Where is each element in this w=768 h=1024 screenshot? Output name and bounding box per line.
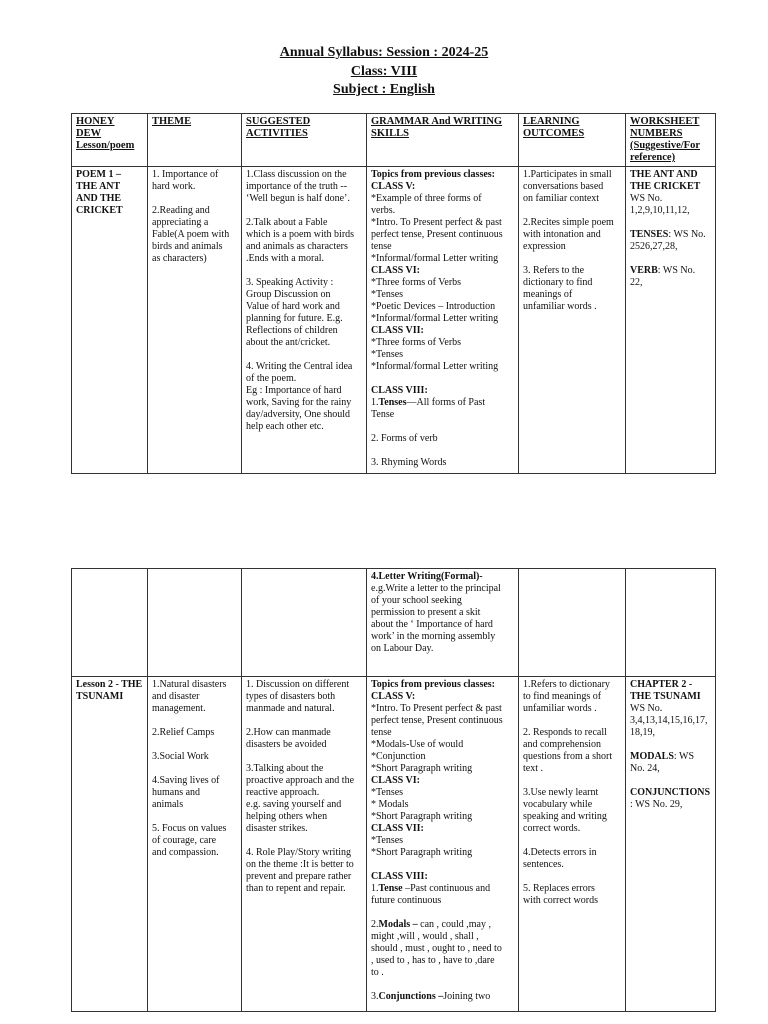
theme-cell	[148, 569, 242, 677]
lesson-cell: POEM 1 – THE ANT AND THE CRICKET	[72, 167, 148, 474]
lesson-cell: Lesson 2 - THE TSUNAMI	[72, 677, 148, 1012]
lesson-cell	[72, 569, 148, 677]
worksheet-cell: THE ANT AND THE CRICKET WS No. 1,2,9,10,11,12, TENSES: WS No. 2526,27,28, VERB: WS No. 22,	[626, 167, 716, 474]
document-title: Annual Syllabus: Session : 2024-25	[279, 45, 489, 60]
syllabus-table-page2	[71, 568, 716, 1012]
grammar-cell: 4.Letter Writing(Formal)- e.g.Write a letter to the principal of your school seeking permission to present a skit about the ‘ Importance of hard work’ in the morning assembly on Labour Day.	[367, 569, 519, 677]
table-row	[72, 167, 716, 474]
theme-cell: 1.Natural disasters and disaster management. 2.Relief Camps 3.Social Work 4.Saving lives of humans and animals 5. Focus on values of courage, care and compassion.	[148, 677, 242, 1012]
header-worksheet: WORKSHEET NUMBERS (Suggestive/For reference)	[626, 114, 716, 167]
subject-title: Subject : English	[333, 82, 435, 97]
outcomes-cell: 1.Refers to dictionary to find meanings of unfamiliar words . 2. Responds to recall and comprehension questions from a short text . 3.Use newly learnt vocabulary while speaking and writing correct words. 4.Detects errors in sentences. 5. Replaces errors with correct words	[519, 677, 626, 1012]
header-activities: SUGGESTED ACTIVITIES	[242, 114, 367, 167]
table-header-row	[72, 114, 716, 167]
grammar-cell: Topics from previous classes: CLASS V: *Example of three forms of verbs. *Intro. To Present perfect & past perfect tense, Present continuous tense *Informal/formal Letter writing CLASS VI: *Three forms of Verbs *Tenses *Poetic Devices – Introduction *Informal/formal Letter writing CLASS VII: *Three forms of Verbs *Tenses *Informal/formal Letter writing CLASS VIII: 1.Tenses—All forms of Past Tense 2. Forms of verb 3. Rhyming Words	[367, 167, 519, 474]
activities-cell	[242, 569, 367, 677]
table-row	[72, 569, 716, 677]
outcomes-cell: 1.Participates in small conversations based on familiar context 2.Recites simple poem with intonation and expression 3. Refers to the dictionary to find meanings of unfamiliar words .	[519, 167, 626, 474]
header-lesson: HONEY DEW Lesson/poem	[72, 114, 148, 167]
header-theme: THEME	[148, 114, 242, 167]
grammar-cell: Topics from previous classes: CLASS V: *Intro. To Present perfect & past perfect tense, Present continuous tense *Modals-Use of would *Conjunction *Short Paragraph writing CLASS VI: *Tenses * Modals *Short Paragraph writing CLASS VII: *Tenses *Short Paragraph writing CLASS VIII: 1.Tense –Past continuous and future continuous 2.Modals – can , could ,may , might ,will , would , shall , should , must , ought to , need to , used to , has to , have to ,dare to . 3.Conjunctions –Joining two	[367, 677, 519, 1012]
activities-cell: 1. Discussion on different types of disasters both manmade and natural. 2.How can manmade disasters be avoided 3.Talking about the proactive approach and the reactive approach. e.g. saving yourself and helping others when disaster strikes. 4. Role Play/Story writing on the theme :It is better to prevent and prepare rather than to repent and repair.	[242, 677, 367, 1012]
worksheet-cell	[626, 569, 716, 677]
outcomes-cell	[519, 569, 626, 677]
worksheet-cell: CHAPTER 2 - THE TSUNAMI WS No. 3,4,13,14,15,16,17, 18,19, MODALS: WS No. 24, CONJUNCTIONS : WS No. 29,	[626, 677, 716, 1012]
header-outcomes: LEARNING OUTCOMES	[519, 114, 626, 167]
class-title: Class: VIII	[350, 64, 418, 79]
activities-cell: 1.Class discussion on the importance of the truth -- ‘Well begun is half done’. 2.Talk about a Fable which is a poem with birds and animals as characters .Ends with a moral. 3. Speaking Activity : Group Discussion on Value of hard work and planning for future. E.g. Reflections of children about the ant/cricket. 4. Writing the Central idea of the poem. Eg : Importance of hard work, Saving for the rainy day/adversity, One should help each other etc.	[242, 167, 367, 474]
table-row	[72, 677, 716, 1012]
theme-cell: 1. Importance of hard work. 2.Reading and appreciating a Fable(A poem with birds and animals as characters)	[148, 167, 242, 474]
header-grammar: GRAMMAR And WRITING SKILLS	[367, 114, 519, 167]
syllabus-table-page1	[71, 113, 716, 474]
